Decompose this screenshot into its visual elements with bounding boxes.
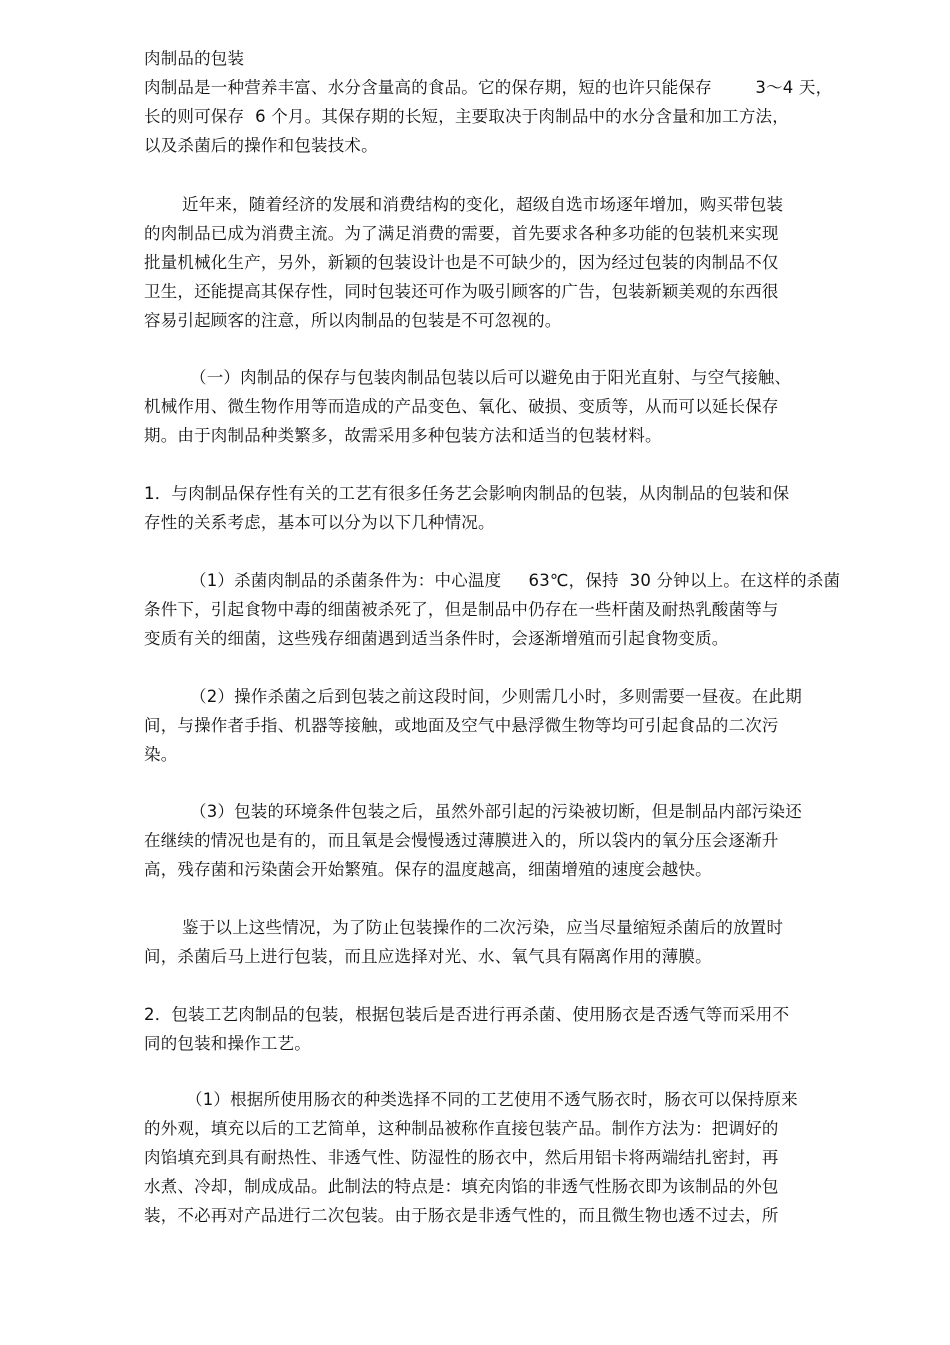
text-line: 的肉制品已成为消费主流。为了满足消费的需要，首先要求各种多功能的包装机来实现: [144, 224, 779, 243]
text-line: 同的包装和操作工艺。: [144, 1034, 311, 1053]
text-line: 批量机械化生产，另外，新颖的包装设计也是不可缺少的，因为经过包装的肉制品不仅: [144, 253, 779, 272]
text-line: 肉制品是一种营养丰富、水分含量高的食品。它的保存期，短的也许只能保存 3～4 天，: [144, 78, 833, 97]
text-line: 2．包装工艺肉制品的包装，根据包装后是否进行再杀菌、使用肠衣是否透气等而采用不: [144, 1005, 790, 1024]
text-line: （2）操作杀菌之后到包装之前这段时间，少则需几小时，多则需要一昼夜。在此期: [190, 687, 802, 706]
text-line: 肉馅填充到具有耐热性、非透气性、防湿性的肠衣中，然后用铝卡将两端结扎密封，再: [144, 1148, 779, 1167]
text-line: 以及杀菌后的操作和包装技术。: [144, 136, 378, 155]
text-line: （一）肉制品的保存与包装肉制品包装以后可以避免由于阳光直射、与空气接触、: [190, 368, 792, 387]
text-line: 存性的关系考虑，基本可以分为以下几种情况。: [144, 513, 495, 532]
text-line: （1）根据所使用肠衣的种类选择不同的工艺使用不透气肠衣时，肠衣可以保持原来: [186, 1090, 798, 1109]
text-line: 卫生，还能提高其保存性，同时包装还可作为吸引顾客的广告，包装新颖美观的东西很: [144, 282, 779, 301]
text-line: 间，杀菌后马上进行包装，而且应选择对光、水、氧气具有隔离作用的薄膜。: [144, 947, 712, 966]
text-line: 装，不必再对产品进行二次包装。由于肠衣是非透气性的，而且微生物也透不过去，所: [144, 1206, 779, 1225]
text-line: 间，与操作者手指、机器等接触，或地面及空气中悬浮微生物等均可引起食品的二次污: [144, 716, 779, 735]
text-line: 1．与肉制品保存性有关的工艺有很多任务艺会影响肉制品的包装，从肉制品的包装和保: [144, 484, 790, 503]
text-line: 容易引起顾客的注意，所以肉制品的包装是不可忽视的。: [144, 311, 562, 330]
text-line: 变质有关的细菌，这些残存细菌遇到适当条件时，会逐渐增殖而引起食物变质。: [144, 629, 729, 648]
text-line: 在继续的情况也是有的，而且氧是会慢慢透过薄膜进入的，所以袋内的氧分压会逐渐升: [144, 831, 779, 850]
text-line: 机械作用、微生物作用等而造成的产品变色、氧化、破损、变质等，从而可以延长保存: [144, 397, 779, 416]
text-line: 期。由于肉制品种类繁多，故需采用多种包装方法和适当的包装材料。: [144, 426, 662, 445]
text-line: 染。: [144, 745, 178, 764]
text-line: （1）杀菌肉制品的杀菌条件为：中心温度 63℃，保持 30 分钟以上。在这样的杀菌: [190, 571, 841, 590]
text-line: 的外观，填充以后的工艺简单，这种制品被称作直接包装产品。制作方法为：把调好的: [144, 1119, 779, 1138]
text-line: 长的则可保存 6 个月。其保存期的长短，主要取决于肉制品中的水分含量和加工方法，: [144, 107, 789, 126]
text-line: 近年来，随着经济的发展和消费结构的变化，超级自选市场逐年增加，购买带包装: [182, 195, 784, 214]
text-line: 条件下，引起食物中毒的细菌被杀死了，但是制品中仍存在一些杆菌及耐热乳酸菌等与: [144, 600, 779, 619]
document-title: 肉制品的包装: [144, 49, 245, 68]
text-line: 高，残存菌和污染菌会开始繁殖。保存的温度越高，细菌增殖的速度会越快。: [144, 860, 712, 879]
text-line: 鉴于以上这些情况，为了防止包装操作的二次污染，应当尽量缩短杀菌后的放置时: [182, 918, 784, 937]
text-line: 水煮、冷却，制成成品。此制法的特点是：填充肉馅的非透气性肠衣即为该制品的外包: [144, 1177, 779, 1196]
text-line: （3）包装的环境条件包装之后，虽然外部引起的污染被切断，但是制品内部污染还: [190, 802, 802, 821]
